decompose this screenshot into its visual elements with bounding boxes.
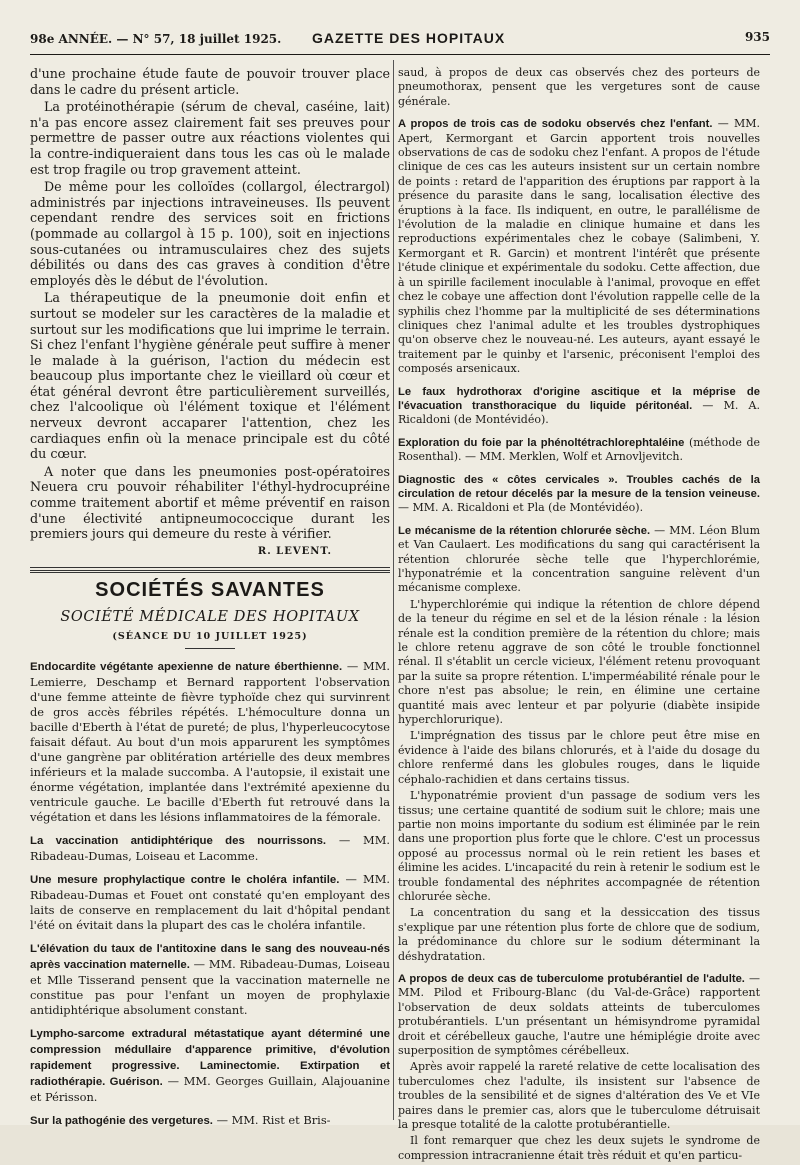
entry-text: — MM. A. Ricaldoni et Pla (de Montévidéo).	[398, 501, 644, 515]
entry-title: Exploration du foie par la phénoltétrachlorephtaléine	[398, 436, 685, 449]
report-entry	[30, 659, 390, 825]
report-entry	[30, 1113, 390, 1129]
paragraph: L'hyponatrémie provient d'un passage de sodium vers les tissus; une certaine quantité de sodium suit le chlore; mais une partie non moins importante du sodium est éliminée par le rein dans une proportion plus forte que le chlore. C'est un processus opposé au processus normal où le rein retient les bases et élimine les acides. L'incapacité du rein à retenir le sodium est le trouble fondamental des néphrites accompagnée de rétention chlorurée sèche.	[398, 789, 760, 903]
paragraph: La thérapeutique de la pneumonie doit enfin et surtout se modeler sur les caractères de la maladie et surtout sur les modifications que lui imprime le terrain. Si chez l'enfant l'hygiène générale peut suffire à mener le malade à la guérison, l'action du médecin est beaucoup plus importante chez le vieillard où cœur et état général devront être particulièrement surveillés, chez l'alcoolique où l'élément toxique et l'élément nerveux devront accaparer l'attention, chez les cardiaques enfin où la menace principale est du côté du cœur.	[30, 290, 390, 462]
entry-text: — M. A. Ricaldoni (de Montévidéo).	[398, 398, 760, 427]
author-signature: R. LEVENT.	[257, 545, 332, 557]
entry-title: Endocardite végétante apexienne de nature éberthienne.	[30, 660, 343, 673]
divider	[30, 570, 390, 573]
entry-title: Diagnostic des « côtes cervicales ». Troubles cachés de la circulation de retour décelés par la mesure de la tension veineuse.	[398, 473, 760, 500]
report-entry	[398, 473, 760, 516]
entry-text: — MM. Ribadeau-Dumas et Fouet ont constaté qu'en employant des laits de conserve en remplacement du lait d'hôpital pendant l'été on évitait dans la plupart des cas le choléra infantile.	[30, 871, 390, 932]
society-title: SOCIÉTÉ MÉDICALE DES HOPITAUX	[60, 608, 360, 625]
entry-title: Le mécanisme de la rétention chlorurée sèche.	[398, 524, 651, 537]
page-number: 935	[744, 30, 770, 44]
paragraph: d'une prochaine étude faute de pouvoir trouver place dans le cadre du présent article.	[30, 66, 390, 97]
entry-title: La vaccination antidiphtérique des nourrissons.	[30, 834, 327, 847]
short-divider	[185, 648, 235, 649]
entry-text: — MM. Pilod et Fribourg-Blanc (du Val-de-Grâce) rapportent l'observation de deux soldats atteints de tuberculomes protubérantiels. L'un présentant un hémisyndrome pyramidal droit et cérébelleux gauche, l'autre une hémiplégie droite avec superposition de symptômes cérébelleux.	[398, 971, 760, 1057]
paragraph: L'imprégnation des tissus par le chlore peut être mise en évidence à l'aide des bilans chlorurés, et à l'aide du dosage du chlore renfermé dans les globules rouges, dans le liquide céphalo-rachidien et dans certains tissus.	[398, 729, 760, 786]
session-date: (SÉANCE DU 10 JUILLET 1925)	[112, 630, 308, 642]
entry-text: — MM. Lemierre, Deschamp et Bernard rapportent l'observation d'une femme atteinte de fièvre typhoïde chez qui survinrent de gros accès fébriles répétés. L'hémoculture donna un bacille d'Eberth à l'état de pureté; de plus, l'hyperleucocytose faisait défaut. Au bout d'un mois apparurent les symptômes d'une gangrène par oblitération artérielle des deux membres inférieurs et la malade succomba. A l'autopsie, il existait une énorme végétation, implantée dans l'extrémité apexienne du ventricule gauche. Le bacille d'Eberth fut retrouvé dans la végétation et dans les lésions inflammatoires de la fémorale.	[30, 658, 390, 824]
entry-text: — MM. Ribadeau-Dumas, Loiseau et Mlle Tisserand pensent que la vaccination maternelle ne constitue pas pour l'enfant un moyen de prophylaxie antidiphtérique absolument constant.	[30, 956, 390, 1017]
report-entry	[30, 872, 390, 933]
report-entry	[398, 117, 760, 376]
journal-title: GAZETTE DES HOPITAUX	[312, 30, 506, 46]
entry-title: A propos de trois cas de sodoku observés chez l'enfant.	[398, 118, 713, 131]
page-header	[30, 26, 770, 52]
entry-title: L'élévation du taux de l'antitoxine dans le sang des nouveau-nés après vaccination maternelle.	[30, 942, 390, 971]
entry-text: — MM. Léon Blum et Van Caulaert. Les modifications du sang qui caractérisent la rétention chlorurée sèche telle que l'hyperchlorémie, l'hyponatrémie et la concentration sanguine relèvent d'un mécanisme complexe.	[398, 523, 760, 595]
paragraph: De même pour les colloïdes (collargol, électrargol) administrés par injections intraveineuses. Ils peuvent cependant rendre des services soit en frictions (pommade au collargol à 15 p. 100), soit en injections sous-cutanées ou intramusculaires chez des sujets débilités ou dans des cas graves à condition d'être employés dès le début de l'évolution.	[30, 179, 390, 288]
report-entry	[398, 972, 760, 1058]
header-rule	[30, 54, 770, 55]
right-column	[398, 66, 760, 1165]
entry-title: Le faux hydrothorax d'origine ascitique et la méprise de l'évacuation transthoracique du liquide péritonéal.	[398, 385, 760, 412]
report-entry	[30, 1026, 390, 1105]
issue-info: 98e ANNÉE. — N° 57, 18 juillet 1925.	[30, 32, 282, 46]
report-entry	[30, 833, 390, 864]
report-entry	[30, 941, 390, 1018]
report-entry	[398, 436, 760, 465]
entry-text: — MM. Ribadeau-Dumas, Loiseau et Lacomme.	[30, 832, 390, 863]
entry-title: A propos de deux cas de tuberculome protubérantiel de l'adulte.	[398, 972, 745, 985]
paragraph: A noter que dans les pneumonies post-opératoires Neuera cru pouvoir réhabiliter l'éthyl-hydrocupréine comme traitement abortif et même préventif en raison d'une électivité antipneumococcique durant les premiers jours qui demeure du reste à vérifier.	[30, 463, 390, 542]
report-entry	[398, 66, 760, 109]
report-entry	[398, 385, 760, 428]
entry-text: — MM. Rist et Bris-	[216, 1112, 331, 1127]
divider	[30, 567, 390, 568]
report-entry	[398, 524, 760, 596]
entry-text: — MM. Apert, Kermorgant et Garcin apportent trois nouvelles observations de cas de sodoku chez l'enfant. A propos de l'étude clinique de ces cas les auteurs insistent sur un certain nombre de points : retard de l'apparition des éruptions par rapport à la présence du parasite dans le sang, localisation élective des éruptions à la face. Ils indiquent, en outre, le parallélisme de l'évolution de la maladie en clinique humaine et dans les reproductions expérimentales chez le cobaye (Salimbeni, Y. Kermorgant et R. Garcin) et montrent l'intérêt que présente l'étude clinique et expérimentale du sodoku. Cette affection, due à un spirille facilement inoculable à l'animal, provoque en effet chez le cobaye une affection dont l'évolution rappelle celle de la syphilis chez l'homme par la multiplicité de ses déterminations cliniques chez l'animal adulte et les troubles dystrophiques qu'on observe chez le nouveau-né. Les auteurs, ayant essayé le traitement par le quinby et l'arsenic, préconisent l'emploi des composés arsenicaux.	[398, 117, 760, 376]
left-column	[30, 66, 390, 1137]
paragraph: La protéinothérapie (sérum de cheval, caséine, lait) n'a pas encore assez clairement fait ses preuves pour permettre de passer outre aux réactions violentes qui la contre-indiqueraient dans tous les cas où le malade est trop fragile ou trop gravement atteint.	[30, 99, 390, 177]
section-title: SOCIÉTÉS SAVANTES	[95, 578, 325, 601]
entry-title: Sur la pathogénie des vergetures.	[30, 1114, 213, 1127]
entry-title: Une mesure prophylactique contre le choléra infantile.	[30, 873, 340, 886]
article-continuation	[30, 66, 390, 542]
paragraph: La concentration du sang et la dessiccation des tissus s'explique par une rétention plus forte de chlore que de sodium, la prédominance du chlore sur le sodium déterminant la déshydratation.	[398, 906, 760, 963]
paragraph: Il font remarquer que chez les deux sujets le syndrome de compression intracranienne était très réduit et qu'en particu-	[398, 1134, 760, 1162]
entry-text: — MM. Georges Guillain, Alajouanine et Périsson.	[30, 1073, 391, 1104]
entry-title: Lympho-sarcome extradural métastatique ayant déterminé une compression médullaire d'apparence primitive, d'évolution rapidement progressive. Laminectomie. Extirpation et radiothérapie. Guérison.	[30, 1027, 390, 1088]
entry-text: saud, à propos de deux cas observés chez des porteurs de pneumothorax, pensent que les vergetures sont de cause générale.	[398, 66, 760, 108]
paragraph: L'hyperchlorémie qui indique la rétention de chlore dépend de la teneur du régime en sel et de la lésion rénale : la lésion rénale est la condition première de la rétention du chlore; mais le chlore retenu aggrave de son côté le trouble fonctionnel rénal. Il s'établit un cercle vicieux, l'élément retenu provoquant par la suite sa propre rétention. L'imperméabilité rénale pour le chore n'est pas absolue; le rein, en élimine une certaine quantité mais avec lenteur et par polyurie (diabète insipide hyperchlorurique).	[398, 597, 760, 727]
entry-text: (méthode de Rosenthal). — MM. Merklen, Wolf et Arnovljevitch.	[398, 435, 760, 464]
column-separator	[393, 60, 394, 1120]
paragraph: Après avoir rappelé la rareté relative de cette localisation des tuberculomes chez l'adulte, ils insistent sur l'absence de troubles de la sensibilité et de signes d'altération des Ve et VIe paires dans le premier cas, alors que le tuberculome détruisait la presque totalité de la calotte protubérantielle.	[398, 1060, 760, 1132]
